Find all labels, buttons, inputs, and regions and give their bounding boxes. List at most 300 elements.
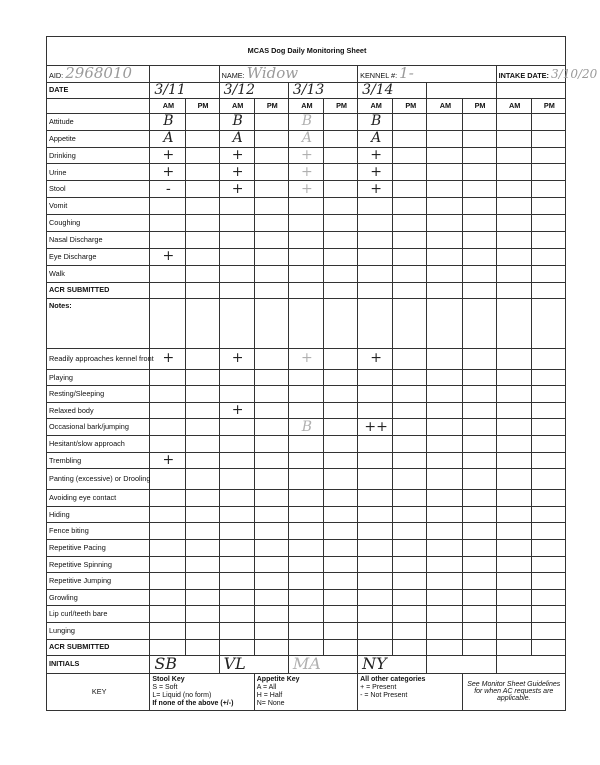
entry-cell[interactable] bbox=[150, 348, 185, 369]
entry-cell[interactable] bbox=[150, 506, 185, 523]
notes-cell[interactable] bbox=[288, 298, 323, 348]
entry-cell[interactable] bbox=[254, 556, 288, 573]
entry-cell[interactable] bbox=[324, 348, 358, 369]
acr-cell[interactable] bbox=[219, 639, 254, 655]
entry-cell[interactable] bbox=[496, 490, 531, 507]
entry-cell[interactable] bbox=[150, 113, 185, 130]
entry-cell[interactable] bbox=[427, 348, 462, 369]
entry-cell[interactable] bbox=[219, 469, 254, 490]
entry-cell[interactable] bbox=[150, 181, 185, 198]
entry-cell[interactable] bbox=[185, 130, 219, 147]
entry-cell[interactable] bbox=[219, 506, 254, 523]
entry-cell[interactable] bbox=[462, 348, 496, 369]
entry-cell[interactable] bbox=[496, 556, 531, 573]
entry-cell[interactable] bbox=[496, 181, 531, 198]
notes-cell[interactable] bbox=[254, 298, 288, 348]
acr-cell[interactable] bbox=[462, 282, 496, 298]
entry-cell[interactable] bbox=[462, 589, 496, 606]
entry-cell[interactable] bbox=[393, 369, 427, 386]
entry-cell[interactable] bbox=[462, 419, 496, 436]
entry-cell[interactable] bbox=[288, 506, 323, 523]
entry-cell[interactable] bbox=[393, 386, 427, 403]
entry-cell[interactable] bbox=[531, 490, 565, 507]
entry-cell[interactable] bbox=[531, 147, 565, 164]
entry-cell[interactable] bbox=[254, 348, 288, 369]
entry-cell[interactable] bbox=[150, 419, 185, 436]
initials-cell-3[interactable] bbox=[288, 655, 357, 673]
entry-cell[interactable] bbox=[427, 386, 462, 403]
entry-cell[interactable] bbox=[288, 248, 323, 265]
date-cell-3[interactable] bbox=[288, 82, 357, 98]
entry-cell[interactable] bbox=[185, 622, 219, 639]
entry-cell[interactable] bbox=[496, 198, 531, 215]
entry-cell[interactable] bbox=[531, 573, 565, 590]
acr-cell[interactable] bbox=[185, 282, 219, 298]
entry-cell[interactable] bbox=[254, 523, 288, 540]
entry-cell[interactable] bbox=[254, 147, 288, 164]
entry-cell[interactable] bbox=[496, 130, 531, 147]
entry-cell[interactable] bbox=[185, 573, 219, 590]
entry-cell[interactable] bbox=[219, 573, 254, 590]
entry-cell[interactable] bbox=[496, 469, 531, 490]
entry-cell[interactable] bbox=[531, 164, 565, 181]
entry-cell[interactable] bbox=[150, 606, 185, 623]
kennel-field[interactable] bbox=[358, 66, 497, 83]
entry-cell[interactable] bbox=[462, 506, 496, 523]
entry-cell[interactable] bbox=[427, 469, 462, 490]
entry-cell[interactable] bbox=[427, 198, 462, 215]
entry-cell[interactable] bbox=[462, 164, 496, 181]
entry-cell[interactable] bbox=[150, 147, 185, 164]
aid-field[interactable] bbox=[47, 66, 150, 83]
entry-cell[interactable] bbox=[427, 490, 462, 507]
entry-cell[interactable] bbox=[185, 113, 219, 130]
entry-cell[interactable] bbox=[462, 248, 496, 265]
entry-cell[interactable] bbox=[358, 198, 393, 215]
entry-cell[interactable] bbox=[219, 147, 254, 164]
entry-cell[interactable] bbox=[288, 369, 323, 386]
entry-cell[interactable] bbox=[324, 231, 358, 248]
entry-cell[interactable] bbox=[496, 573, 531, 590]
acr-cell[interactable] bbox=[358, 639, 393, 655]
entry-cell[interactable] bbox=[288, 265, 323, 282]
entry-cell[interactable] bbox=[427, 523, 462, 540]
entry-cell[interactable] bbox=[496, 231, 531, 248]
entry-cell[interactable] bbox=[496, 506, 531, 523]
entry-cell[interactable] bbox=[427, 181, 462, 198]
entry-cell[interactable] bbox=[358, 386, 393, 403]
entry-cell[interactable] bbox=[462, 490, 496, 507]
acr-cell[interactable] bbox=[185, 639, 219, 655]
entry-cell[interactable] bbox=[393, 573, 427, 590]
entry-cell[interactable] bbox=[324, 469, 358, 490]
notes-cell[interactable] bbox=[462, 298, 496, 348]
entry-cell[interactable] bbox=[324, 606, 358, 623]
entry-cell[interactable] bbox=[393, 419, 427, 436]
entry-cell[interactable] bbox=[496, 265, 531, 282]
entry-cell[interactable] bbox=[324, 506, 358, 523]
entry-cell[interactable] bbox=[462, 556, 496, 573]
entry-cell[interactable] bbox=[531, 198, 565, 215]
entry-cell[interactable] bbox=[254, 452, 288, 469]
entry-cell[interactable] bbox=[427, 147, 462, 164]
entry-cell[interactable] bbox=[254, 164, 288, 181]
entry-cell[interactable] bbox=[531, 419, 565, 436]
entry-cell[interactable] bbox=[393, 506, 427, 523]
entry-cell[interactable] bbox=[427, 402, 462, 419]
entry-cell[interactable] bbox=[150, 386, 185, 403]
entry-cell[interactable] bbox=[324, 573, 358, 590]
entry-cell[interactable] bbox=[393, 130, 427, 147]
entry-cell[interactable] bbox=[531, 348, 565, 369]
entry-cell[interactable] bbox=[393, 490, 427, 507]
initials-cell-1[interactable] bbox=[150, 655, 219, 673]
entry-cell[interactable] bbox=[150, 248, 185, 265]
entry-cell[interactable] bbox=[185, 147, 219, 164]
entry-cell[interactable] bbox=[358, 248, 393, 265]
entry-cell[interactable] bbox=[427, 231, 462, 248]
entry-cell[interactable] bbox=[219, 606, 254, 623]
entry-cell[interactable] bbox=[219, 540, 254, 557]
entry-cell[interactable] bbox=[150, 130, 185, 147]
initials-cell-6[interactable] bbox=[496, 655, 565, 673]
acr-cell[interactable] bbox=[496, 639, 531, 655]
entry-cell[interactable] bbox=[496, 215, 531, 232]
entry-cell[interactable] bbox=[462, 573, 496, 590]
entry-cell[interactable] bbox=[324, 113, 358, 130]
notes-cell[interactable] bbox=[427, 298, 462, 348]
entry-cell[interactable] bbox=[531, 265, 565, 282]
notes-cell[interactable] bbox=[358, 298, 393, 348]
entry-cell[interactable] bbox=[496, 164, 531, 181]
entry-cell[interactable] bbox=[531, 452, 565, 469]
entry-cell[interactable] bbox=[219, 589, 254, 606]
entry-cell[interactable] bbox=[288, 231, 323, 248]
notes-cell[interactable] bbox=[219, 298, 254, 348]
acr-cell[interactable] bbox=[393, 639, 427, 655]
entry-cell[interactable] bbox=[462, 523, 496, 540]
entry-cell[interactable] bbox=[288, 556, 323, 573]
entry-cell[interactable] bbox=[393, 198, 427, 215]
entry-cell[interactable] bbox=[462, 540, 496, 557]
date-cell-5[interactable] bbox=[427, 82, 496, 98]
entry-cell[interactable] bbox=[496, 113, 531, 130]
entry-cell[interactable] bbox=[324, 523, 358, 540]
entry-cell[interactable] bbox=[150, 215, 185, 232]
entry-cell[interactable] bbox=[358, 419, 393, 436]
entry-cell[interactable] bbox=[288, 452, 323, 469]
entry-cell[interactable] bbox=[150, 556, 185, 573]
entry-cell[interactable] bbox=[288, 436, 323, 453]
entry-cell[interactable] bbox=[427, 113, 462, 130]
entry-cell[interactable] bbox=[150, 452, 185, 469]
entry-cell[interactable] bbox=[393, 147, 427, 164]
entry-cell[interactable] bbox=[150, 469, 185, 490]
entry-cell[interactable] bbox=[358, 506, 393, 523]
entry-cell[interactable] bbox=[254, 198, 288, 215]
entry-cell[interactable] bbox=[496, 589, 531, 606]
entry-cell[interactable] bbox=[531, 369, 565, 386]
entry-cell[interactable] bbox=[185, 469, 219, 490]
entry-cell[interactable] bbox=[150, 198, 185, 215]
entry-cell[interactable] bbox=[496, 540, 531, 557]
entry-cell[interactable] bbox=[531, 215, 565, 232]
acr-cell[interactable] bbox=[427, 639, 462, 655]
entry-cell[interactable] bbox=[324, 589, 358, 606]
entry-cell[interactable] bbox=[427, 369, 462, 386]
entry-cell[interactable] bbox=[531, 506, 565, 523]
entry-cell[interactable] bbox=[496, 248, 531, 265]
entry-cell[interactable] bbox=[254, 215, 288, 232]
notes-cell[interactable] bbox=[150, 298, 185, 348]
entry-cell[interactable] bbox=[185, 402, 219, 419]
entry-cell[interactable] bbox=[393, 622, 427, 639]
entry-cell[interactable] bbox=[358, 147, 393, 164]
acr-cell[interactable] bbox=[531, 282, 565, 298]
entry-cell[interactable] bbox=[219, 452, 254, 469]
entry-cell[interactable] bbox=[324, 556, 358, 573]
entry-cell[interactable] bbox=[358, 523, 393, 540]
acr-cell[interactable] bbox=[393, 282, 427, 298]
entry-cell[interactable] bbox=[496, 523, 531, 540]
acr-cell[interactable] bbox=[219, 282, 254, 298]
entry-cell[interactable] bbox=[288, 419, 323, 436]
entry-cell[interactable] bbox=[288, 386, 323, 403]
entry-cell[interactable] bbox=[358, 265, 393, 282]
date-cell-4[interactable] bbox=[358, 82, 427, 98]
entry-cell[interactable] bbox=[358, 402, 393, 419]
date-cell-6[interactable] bbox=[496, 82, 565, 98]
entry-cell[interactable] bbox=[358, 469, 393, 490]
initials-cell-5[interactable] bbox=[427, 655, 496, 673]
entry-cell[interactable] bbox=[324, 436, 358, 453]
entry-cell[interactable] bbox=[324, 402, 358, 419]
entry-cell[interactable] bbox=[427, 506, 462, 523]
entry-cell[interactable] bbox=[288, 147, 323, 164]
entry-cell[interactable] bbox=[288, 348, 323, 369]
entry-cell[interactable] bbox=[531, 556, 565, 573]
entry-cell[interactable] bbox=[254, 540, 288, 557]
entry-cell[interactable] bbox=[254, 113, 288, 130]
entry-cell[interactable] bbox=[462, 606, 496, 623]
entry-cell[interactable] bbox=[427, 248, 462, 265]
entry-cell[interactable] bbox=[219, 436, 254, 453]
entry-cell[interactable] bbox=[150, 164, 185, 181]
entry-cell[interactable] bbox=[496, 622, 531, 639]
entry-cell[interactable] bbox=[462, 130, 496, 147]
entry-cell[interactable] bbox=[462, 386, 496, 403]
entry-cell[interactable] bbox=[496, 452, 531, 469]
entry-cell[interactable] bbox=[288, 215, 323, 232]
entry-cell[interactable] bbox=[393, 181, 427, 198]
entry-cell[interactable] bbox=[254, 248, 288, 265]
entry-cell[interactable] bbox=[358, 589, 393, 606]
entry-cell[interactable] bbox=[288, 589, 323, 606]
acr-cell[interactable] bbox=[288, 282, 323, 298]
entry-cell[interactable] bbox=[185, 506, 219, 523]
entry-cell[interactable] bbox=[324, 622, 358, 639]
entry-cell[interactable] bbox=[324, 198, 358, 215]
entry-cell[interactable] bbox=[324, 419, 358, 436]
date-cell-2[interactable] bbox=[219, 82, 288, 98]
entry-cell[interactable] bbox=[150, 540, 185, 557]
entry-cell[interactable] bbox=[358, 452, 393, 469]
entry-cell[interactable] bbox=[150, 573, 185, 590]
entry-cell[interactable] bbox=[288, 402, 323, 419]
entry-cell[interactable] bbox=[427, 130, 462, 147]
entry-cell[interactable] bbox=[185, 419, 219, 436]
entry-cell[interactable] bbox=[288, 469, 323, 490]
entry-cell[interactable] bbox=[219, 181, 254, 198]
entry-cell[interactable] bbox=[531, 606, 565, 623]
entry-cell[interactable] bbox=[462, 147, 496, 164]
entry-cell[interactable] bbox=[393, 164, 427, 181]
acr-cell[interactable] bbox=[496, 282, 531, 298]
entry-cell[interactable] bbox=[531, 540, 565, 557]
entry-cell[interactable] bbox=[531, 130, 565, 147]
entry-cell[interactable] bbox=[393, 523, 427, 540]
date-cell-1[interactable] bbox=[150, 82, 219, 98]
entry-cell[interactable] bbox=[531, 181, 565, 198]
entry-cell[interactable] bbox=[150, 622, 185, 639]
entry-cell[interactable] bbox=[531, 402, 565, 419]
entry-cell[interactable] bbox=[531, 469, 565, 490]
entry-cell[interactable] bbox=[393, 540, 427, 557]
entry-cell[interactable] bbox=[358, 573, 393, 590]
entry-cell[interactable] bbox=[254, 402, 288, 419]
entry-cell[interactable] bbox=[393, 113, 427, 130]
entry-cell[interactable] bbox=[496, 386, 531, 403]
entry-cell[interactable] bbox=[462, 113, 496, 130]
notes-cell[interactable] bbox=[393, 298, 427, 348]
entry-cell[interactable] bbox=[358, 540, 393, 557]
entry-cell[interactable] bbox=[531, 589, 565, 606]
entry-cell[interactable] bbox=[219, 490, 254, 507]
entry-cell[interactable] bbox=[150, 490, 185, 507]
entry-cell[interactable] bbox=[254, 436, 288, 453]
acr-cell[interactable] bbox=[324, 639, 358, 655]
entry-cell[interactable] bbox=[254, 265, 288, 282]
entry-cell[interactable] bbox=[393, 231, 427, 248]
entry-cell[interactable] bbox=[358, 130, 393, 147]
entry-cell[interactable] bbox=[219, 215, 254, 232]
entry-cell[interactable] bbox=[462, 181, 496, 198]
entry-cell[interactable] bbox=[324, 369, 358, 386]
entry-cell[interactable] bbox=[150, 265, 185, 282]
entry-cell[interactable] bbox=[185, 523, 219, 540]
entry-cell[interactable] bbox=[185, 606, 219, 623]
entry-cell[interactable] bbox=[427, 164, 462, 181]
entry-cell[interactable] bbox=[358, 369, 393, 386]
entry-cell[interactable] bbox=[288, 130, 323, 147]
entry-cell[interactable] bbox=[254, 589, 288, 606]
entry-cell[interactable] bbox=[150, 436, 185, 453]
initials-cell-2[interactable] bbox=[219, 655, 288, 673]
entry-cell[interactable] bbox=[185, 348, 219, 369]
entry-cell[interactable] bbox=[462, 402, 496, 419]
entry-cell[interactable] bbox=[358, 215, 393, 232]
acr-cell[interactable] bbox=[150, 282, 185, 298]
entry-cell[interactable] bbox=[219, 130, 254, 147]
entry-cell[interactable] bbox=[185, 452, 219, 469]
acr-cell[interactable] bbox=[150, 639, 185, 655]
entry-cell[interactable] bbox=[496, 348, 531, 369]
entry-cell[interactable] bbox=[531, 386, 565, 403]
acr-cell[interactable] bbox=[254, 282, 288, 298]
entry-cell[interactable] bbox=[219, 113, 254, 130]
entry-cell[interactable] bbox=[288, 113, 323, 130]
entry-cell[interactable] bbox=[531, 248, 565, 265]
entry-cell[interactable] bbox=[324, 490, 358, 507]
initials-cell-4[interactable] bbox=[358, 655, 427, 673]
entry-cell[interactable] bbox=[324, 248, 358, 265]
entry-cell[interactable] bbox=[219, 419, 254, 436]
acr-cell[interactable] bbox=[254, 639, 288, 655]
acr-cell[interactable] bbox=[288, 639, 323, 655]
entry-cell[interactable] bbox=[462, 436, 496, 453]
entry-cell[interactable] bbox=[427, 452, 462, 469]
entry-cell[interactable] bbox=[427, 589, 462, 606]
entry-cell[interactable] bbox=[427, 540, 462, 557]
entry-cell[interactable] bbox=[219, 164, 254, 181]
entry-cell[interactable] bbox=[358, 436, 393, 453]
entry-cell[interactable] bbox=[288, 573, 323, 590]
entry-cell[interactable] bbox=[358, 164, 393, 181]
entry-cell[interactable] bbox=[496, 606, 531, 623]
entry-cell[interactable] bbox=[150, 369, 185, 386]
entry-cell[interactable] bbox=[531, 231, 565, 248]
entry-cell[interactable] bbox=[254, 622, 288, 639]
entry-cell[interactable] bbox=[254, 506, 288, 523]
acr-cell[interactable] bbox=[427, 282, 462, 298]
entry-cell[interactable] bbox=[427, 215, 462, 232]
entry-cell[interactable] bbox=[185, 231, 219, 248]
entry-cell[interactable] bbox=[150, 402, 185, 419]
entry-cell[interactable] bbox=[531, 523, 565, 540]
entry-cell[interactable] bbox=[462, 369, 496, 386]
entry-cell[interactable] bbox=[185, 164, 219, 181]
entry-cell[interactable] bbox=[358, 348, 393, 369]
entry-cell[interactable] bbox=[185, 556, 219, 573]
entry-cell[interactable] bbox=[496, 369, 531, 386]
entry-cell[interactable] bbox=[496, 419, 531, 436]
entry-cell[interactable] bbox=[496, 436, 531, 453]
entry-cell[interactable] bbox=[185, 248, 219, 265]
entry-cell[interactable] bbox=[358, 231, 393, 248]
entry-cell[interactable] bbox=[185, 589, 219, 606]
entry-cell[interactable] bbox=[150, 231, 185, 248]
entry-cell[interactable] bbox=[254, 130, 288, 147]
entry-cell[interactable] bbox=[219, 386, 254, 403]
entry-cell[interactable] bbox=[358, 113, 393, 130]
entry-cell[interactable] bbox=[393, 556, 427, 573]
entry-cell[interactable] bbox=[254, 490, 288, 507]
entry-cell[interactable] bbox=[254, 369, 288, 386]
entry-cell[interactable] bbox=[185, 386, 219, 403]
entry-cell[interactable] bbox=[185, 369, 219, 386]
entry-cell[interactable] bbox=[393, 215, 427, 232]
entry-cell[interactable] bbox=[427, 556, 462, 573]
entry-cell[interactable] bbox=[531, 622, 565, 639]
entry-cell[interactable] bbox=[358, 622, 393, 639]
entry-cell[interactable] bbox=[427, 436, 462, 453]
entry-cell[interactable] bbox=[219, 402, 254, 419]
entry-cell[interactable] bbox=[427, 265, 462, 282]
acr-cell[interactable] bbox=[531, 639, 565, 655]
notes-cell[interactable] bbox=[496, 298, 531, 348]
entry-cell[interactable] bbox=[150, 589, 185, 606]
notes-cell[interactable] bbox=[185, 298, 219, 348]
